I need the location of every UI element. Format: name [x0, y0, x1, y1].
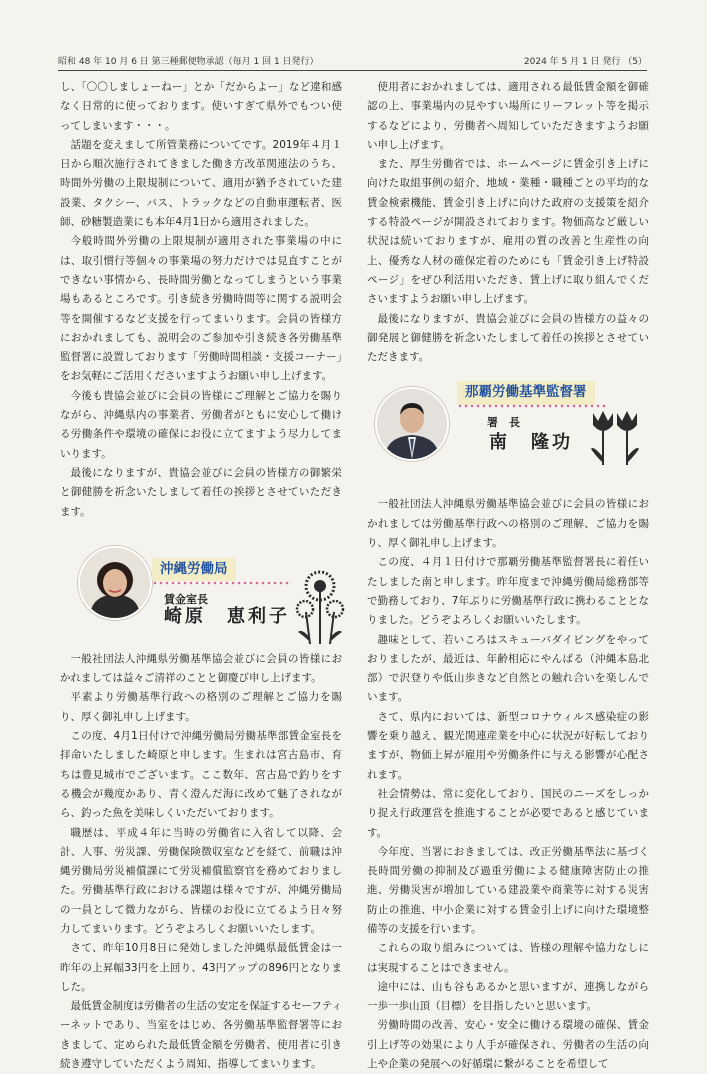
person-title: 賃金室長	[164, 592, 208, 606]
org-name: 沖縄労働局	[152, 558, 236, 581]
paragraph: 使用者におかれましては、適用される最低賃金額を御確認の上、事業場内の見やすい場所にリーフレット等を掲示するなどにより、労働者へ周知していただきますようお願い申し上げます。	[367, 81, 649, 151]
portrait-photo-icon	[377, 389, 447, 459]
left-column	[60, 78, 342, 1074]
paragraph: 話題を変えまして所管業務についてです。2019年４月１日から順次施行されてきました働き方改革関連法のうち、時間外労働の上限規制について、適用が猶予されていた建設業、タクシー、バス、トラックなどの自動車運転者、医師、砂糖製造業にも本年4月1日から適用されました。	[60, 138, 342, 229]
dandelion-icon	[294, 566, 346, 646]
profile-naha-labor-standards-office	[367, 373, 649, 491]
paragraph: 一般社団法人沖縄県労働基準協会並びに会員の皆様におかれましては益々ご清祥のことと御慶び申し上げます。	[60, 652, 342, 685]
paragraph: この度、4月1日付けで沖縄労働局労働基準部賃金室長を拝命いたしました崎原と申します。生まれは宮古島市、育ちは豊見城市でございます。ここ数年、宮古島で釣りをする機会が幾度かあり、青く澄んだ海に改めて魅了されながら、釣った魚を美味しくいただいております。	[60, 730, 342, 820]
dotted-divider	[457, 404, 607, 408]
paragraph: 平素より労働基準行政への格別のご理解とご協力を賜り、厚く御礼申し上げます。	[60, 691, 342, 723]
person-name: 崎原 恵利子	[164, 605, 290, 627]
paragraph: 今年度、当署におきましては、改正労働基準法に基づく長時間労働の抑制及び過重労働による健康障害防止の推進、労働災害が増加している建設業や商業等に対する災害防止の推進、中小企業に対する賃金引上げに向けた環境整備等の支援を行います。	[367, 845, 649, 935]
portrait-photo-icon	[80, 548, 150, 618]
paragraph: この度、４月１日付けで那覇労働基準監督署長に着任いたしました南と申します。昨年度まで沖縄労働局総務部等で勤務しており、7年ぶりに労働基準行政に携わることとなりました。どうぞよろしくお願いいたします。	[367, 556, 649, 627]
portrait-photo	[78, 546, 152, 620]
paragraph: また、厚生労働省では、ホームページに賃金引き上げに向けた取組事例の紹介、地域・業種・職種ごとの平均的な賃金検索機能、賃金引き上げに向けた政府の支援策を紹介する特設ページが開設されております。物価高など厳しい状況は続いておりますが、雇用の質の改善と生産性の向上、優秀な人材の確保定着のためにも「賃金引き上げ特設ページ」をぜひ利活用いただき、賃上げに取り組んでくださいますようお願い申し上げます。	[367, 158, 649, 306]
paragraph: 今般時間外労働の上限規制が適用された事業場の中には、取引慣行等個々の事業場の努力だけでは見直すことができない事情から、長時間労働となってしまうという事業場もあるところです。引き続き労働時間等に関する説明会等を開催するなど支援を行ってまいります。会員の皆様方におかれましても、説明会のご参加や引き続き各労働基準監督署に設置しております「労働時間相談・支援コーナー」をお気軽にご活用くださいますようお願い申し上げます。	[60, 235, 342, 383]
paragraph: さて、県内においては、新型コロナウィルス感染症の影響を乗り越え、観光関連産業を中心に状況が好転しておりますが、物価上昇が雇用や労働条件に与える影響が心配されます。	[367, 710, 649, 781]
profile-okinawa-labor-bureau	[60, 528, 342, 646]
paragraph: 最後になりますが、貴協会並びに会員の皆様方の益々の御発展と御健勝を祈念いたしまして着任の挨拶とさせていただきます。	[367, 312, 649, 364]
tulip-icon	[589, 407, 641, 467]
header-postal-notice: 昭和 48 年 10 月 6 日 第三種郵便物承認（毎月 1 回 1 日発行）	[58, 56, 319, 67]
right-column	[367, 78, 649, 1074]
paragraph: さて、昨年10月8日に発効しました沖縄県最低賃金は一昨年の上昇幅33円を上回り、43円アップの896円となりました。	[60, 942, 342, 993]
paragraph: 職歴は、平成４年に当時の労働省に入省して以降、会計、人事、労災課、労働保険徴収室などを経て、前職は沖縄労働局労災補償課にて労災補償監察官を務めておりました。労働基準行政における課題は様々ですが、沖縄労働局の一員として微力ながら、皆様のお役に立てるよう日々努力してまいります。どうぞよろしくお願いいたします。	[60, 826, 342, 935]
paragraph: 社会情勢は、常に変化しており、国民のニーズをしっかり捉え行政運営を推進することが必要であると感じています。	[367, 787, 649, 839]
person-name: 南 隆功	[489, 432, 573, 454]
paragraph: 一般社団法人沖縄県労働基準協会並びに会員の皆様におかれましては労働基準行政への格別のご理解、ご協力を賜り、厚く御礼申し上げます。	[367, 498, 649, 550]
header-divider	[58, 70, 647, 71]
dotted-divider	[152, 581, 292, 585]
org-name: 那覇労働基準監督署	[457, 381, 595, 404]
person-title: 署 長	[487, 416, 520, 430]
page-header	[58, 52, 647, 68]
paragraph: 今後も貴協会並びに会員の皆様にご理解とご協力を賜りながら、沖縄県内の事業者、労働者がともに安心して働ける労働条件や環境の確保にお役に立てますよう尽力してまいります。	[60, 389, 342, 460]
paragraph: 趣味として、若いころはスキューバダイビングをやっておりましたが、最近は、年齢相応にやんばる（沖縄本島北部）で沢登りや低山歩きなど自然との触れ合いを楽しんでいます。	[367, 633, 649, 704]
paragraph: これらの取り組みについては、皆様の理解や協力なしには実現することはできません。	[367, 942, 649, 974]
header-issue-date: 2024 年 5 月 1 日 発行 （5）	[523, 56, 647, 67]
paragraph: 労働時間の改善、安心・安全に働ける環境の確保、賃金引上げ等の効果により人手が確保され、労働者の生活の向上や企業の発展への好循環に繋がることを希望して	[367, 1019, 649, 1071]
paragraph: 最低賃金制度は労働者の生活の安定を保証するセーフティーネットであり、当室をはじめ、各労働基準監督署等におきまして、定められた最低賃金額を労働者、使用者に引き続き遵守していただくよう周知、指導してまいります。	[60, 1000, 342, 1071]
paragraph: 途中には、山も谷もあるかと思いますが、連携しながら一歩一歩山頂（目標）を目指したいと思います。	[367, 980, 649, 1013]
paragraph: し、「〇〇しましょーねー」とか「だからよー」など違和感なく日常的に使っております。使いすぎて県外でもつい使ってしまいます・・・。	[60, 81, 342, 132]
paragraph: 最後になりますが、貴協会並びに会員の皆様方の御繁栄と御健勝を祈念いたしまして着任の挨拶とさせていただきます。	[60, 466, 342, 518]
portrait-photo	[375, 387, 449, 461]
